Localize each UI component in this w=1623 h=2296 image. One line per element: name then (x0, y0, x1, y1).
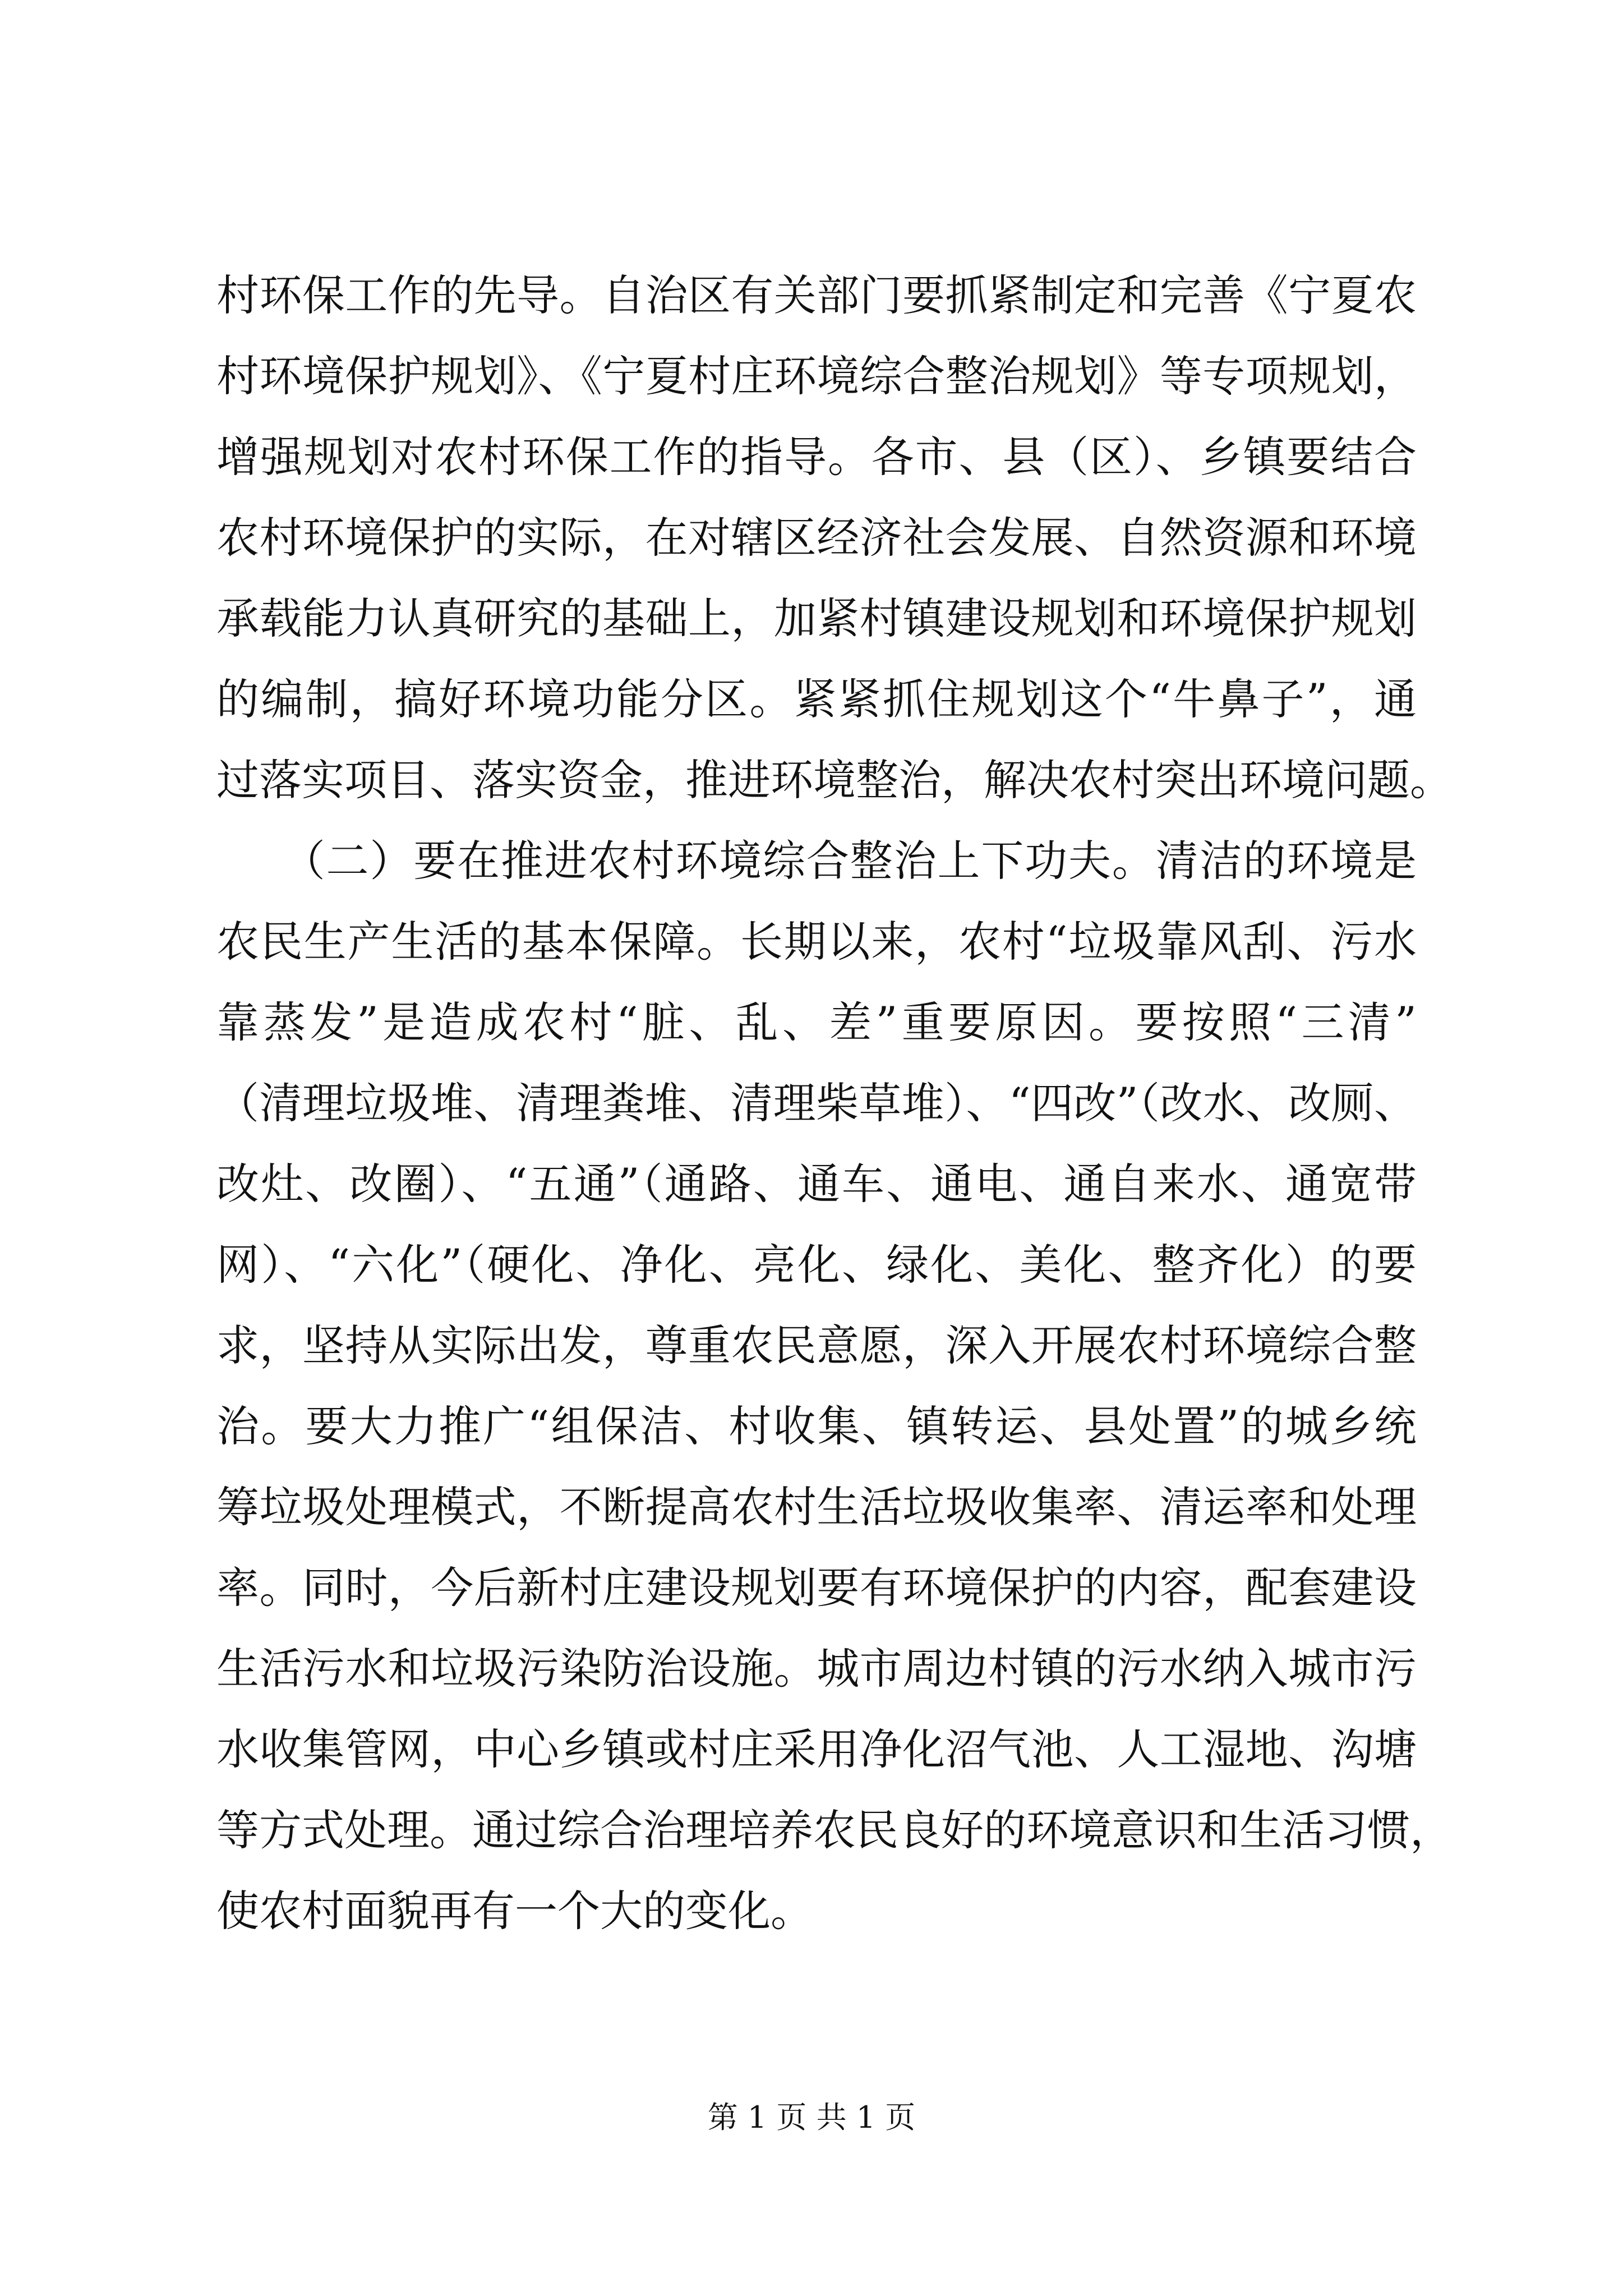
text-line: 等方式处理。通过综合治理培养农民良好的环境意识和生活习惯， (216, 1805, 1453, 1855)
text-line: 水收集管网，中心乡镇或村庄采用净化沼气池、人工湿地、沟塘 (216, 1724, 1417, 1774)
text-line: 改灶、改圈）、“五通”（通路、通车、通电、通自来水、通宽带 (216, 1159, 1417, 1209)
text-line: 过落实项目、落实资金，推进环境整治，解决农村突出环境问题。 (216, 755, 1453, 805)
text-line: 靠蒸发”是造成农村“脏、乱、差”重要原因。要按照“三清” (216, 997, 1417, 1047)
text-line: （二）要在推进农村环境综合整治上下功夫。清洁的环境是 (216, 836, 1417, 886)
text-line: （清理垃圾堆、清理粪堆、清理柴草堆）、“四改”（改水、改厕、 (216, 1078, 1417, 1128)
document-body (216, 255, 1453, 1952)
text-line: 治。要大力推广“组保洁、村收集、镇转运、县处置”的城乡统 (216, 1401, 1417, 1451)
text-line: 的编制，搞好环境功能分区。紧紧抓住规划这个“牛鼻子”，通 (216, 674, 1417, 724)
text-line: 率。同时，今后新村庄建设规划要有环境保护的内容，配套建设 (216, 1563, 1417, 1613)
text-line: 增强规划对农村环保工作的指导。各市、县（区）、乡镇要结合 (216, 432, 1417, 482)
text-line: 农村环境保护的实际，在对辖区经济社会发展、自然资源和环境 (216, 513, 1417, 563)
text-line: 网）、“六化”（硬化、净化、亮化、绿化、美化、整齐化）的要 (216, 1240, 1417, 1290)
page-footer: 第 1 页 共 1 页 (707, 2100, 916, 2135)
text-line: 求，坚持从实际出发，尊重农民意愿，深入开展农村环境综合整 (216, 1320, 1417, 1370)
text-line-last: 使农村面貌再有一个大的变化。 (216, 1886, 813, 1936)
text-line: 承载能力认真研究的基础上，加紧村镇建设规划和环境保护规划 (216, 593, 1417, 643)
text-line: 农民生产生活的基本保障。长期以来，农村“垃圾靠风刮、污水 (216, 917, 1417, 967)
text-line: 筹垃圾处理模式，不断提高农村生活垃圾收集率、清运率和处理 (216, 1482, 1417, 1532)
text-line: 村环境保护规划》、《宁夏村庄环境综合整治规划》等专项规划， (216, 351, 1417, 401)
text-line: 生活污水和垃圾污染防治设施。城市周边村镇的污水纳入城市污 (216, 1644, 1417, 1694)
text-line: 村环保工作的先导。自治区有关部门要抓紧制定和完善《宁夏农 (216, 270, 1417, 320)
